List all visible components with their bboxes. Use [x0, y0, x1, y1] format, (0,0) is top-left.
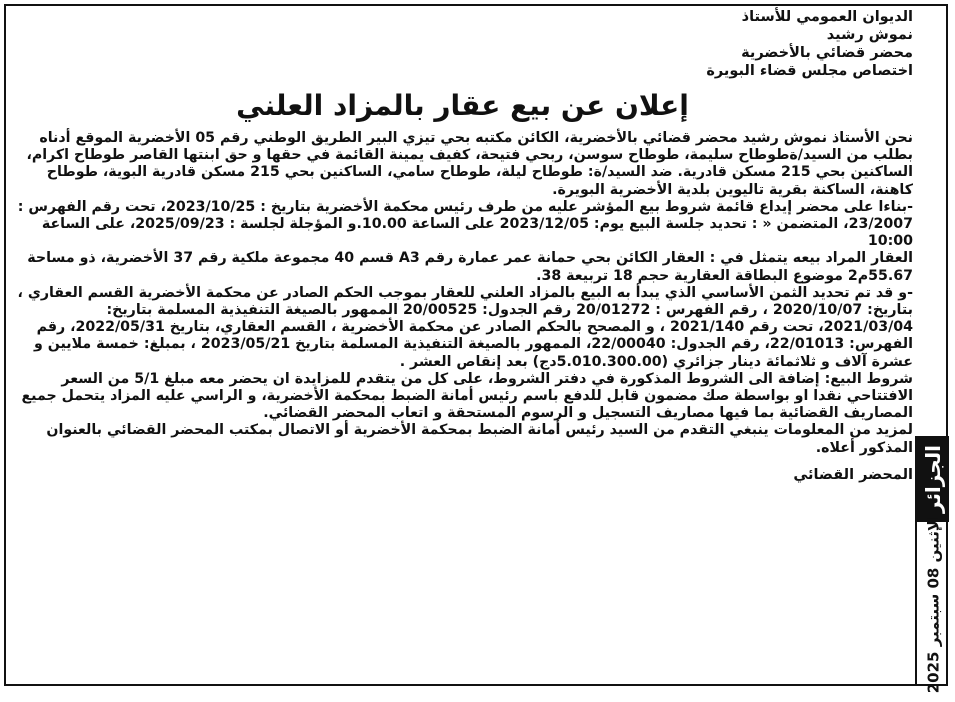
paragraph-property: العقار المراد بيعه يتمثل في : العقار الكائن بحي حمانة عمر عمارة رقم A3 قسم 40 مجموعة ملكية رقم 37 الأخضرية، ذو مساحة 55.67م2 موضوع البطاقة العقارية حجم 18 تربيعة 38. [27, 250, 913, 284]
issuer-name: نموش رشيد [826, 27, 913, 43]
publication-date [917, 514, 949, 694]
issuer-jurisdiction: اختصاص مجلس قضاء البويرة [706, 63, 913, 79]
paragraph-conditions: شروط البيع: إضافة الى الشروط المذكورة في دفتر الشروط، على كل من يتقدم للمزايدة ان يحضر معه مبلغ 5/1 من السعر الافتتاحي نقدا او بواسطة صك مضمون قابل للدفع باسم رئيس أمانة الضبط بمحكمة الأخضرية، و الراسي عليه المزاد يتحمل جميع المصاريف القضائية بما فيها مصاريف التسجيل و الرسوم المستحقة و اتعاب المحضر القضائي. [21, 370, 913, 422]
newspaper-brand-text: الجزائر [921, 444, 945, 514]
paragraph-base-price: -و قد تم تحديد الثمن الأساسي الذي يبدأ به البيع بالمزاد العلني للعقار بموجب الحكم الصادر عن محكمة الأخضرية القسم العقاري ، بتاريخ: 2020/10/07 ، رقم الفهرس : 20/01272 رقم الجدول: 20/00525 الممهور بالصيغة التنفيذية المسلمة بتاريخ: 2021/03/04، تحت رقم 2021/140 ، و المصحح بالحكم الصادر عن محكمة الأخضرية ، القسم العقاري، بتاريخ 2022/05/31، رقم الفهرس: 22/01013، رقم الجدول: 22/00040، الممهور بالصيغة التنفيذية المسلمة بتاريخ 2023/05/21 ، بمبلغ: خمسة ملايين و عشرة آلاف و ثلاثمائة دينار جزائري (5.010.300.00دج) بعد إنقاص العشر . [17, 284, 913, 370]
newspaper-sidebar [915, 436, 949, 694]
paragraph-parties: بطلب من السيد/ةطوطاح سليمة، طوطاح سوسن، ربحي فتيحة، كفيف يمينة القائمة في حقها و حق ابنتها القاصر طوطاح اكرام، الساكنين بحي 215 مسكن قادرية. ضد السيد/ة: طوطاح ليلة، طوطاح سامي، الساكنين بحي 215 مسكن قادرية البوية، طوطاح كاهنة، الساكنة بقرية تاليوين بلدية الأخضرية البويرة. [26, 147, 913, 198]
notice-body [10, 130, 915, 457]
paragraph-session: -بناءا على محضر إيداع قائمة شروط بيع المؤشر عليه من طرف رئيس محكمة الأخضرية بتاريخ : 2023/10/25، تحت رقم الفهرس : 23/2007، المتضمن « : تحديد جلسة البيع يوم: 2023/12/05 على الساعة 10.00.و المؤجلة لجلسة : 2025/09/23، على الساعة 10:00 [17, 198, 913, 250]
issuer-office: الديوان العمومي للأستاذ [741, 9, 913, 25]
paragraph-contact: لمزيد من المعلومات ينبغي التقدم من السيد رئيس أمانة الضبط بمحكمة الأخضرية أو الاتصال بمكتب المحضر القضائي بالعنوان المذكور أعلاه. [46, 422, 913, 456]
issuer-header [10, 8, 915, 80]
notice-title: إعلان عن بيع عقار بالمزاد العلني [236, 89, 689, 122]
publication-date-text: الإثنين 08 سبتمبر 2025 [924, 514, 942, 694]
newspaper-brand [917, 436, 949, 522]
issuer-title: محضر قضائي بالأخضرية [741, 45, 913, 61]
signature: المحضر القضائي [793, 466, 913, 483]
paragraph-intro: نحن الأستاذ نموش رشيد محضر قضائي بالأخضرية، الكائن مكتبه بحي تيزي البير الطريق الوطني رقم 05 الأخضرية الموقع أدناه [39, 130, 913, 146]
notice-content [10, 8, 915, 680]
